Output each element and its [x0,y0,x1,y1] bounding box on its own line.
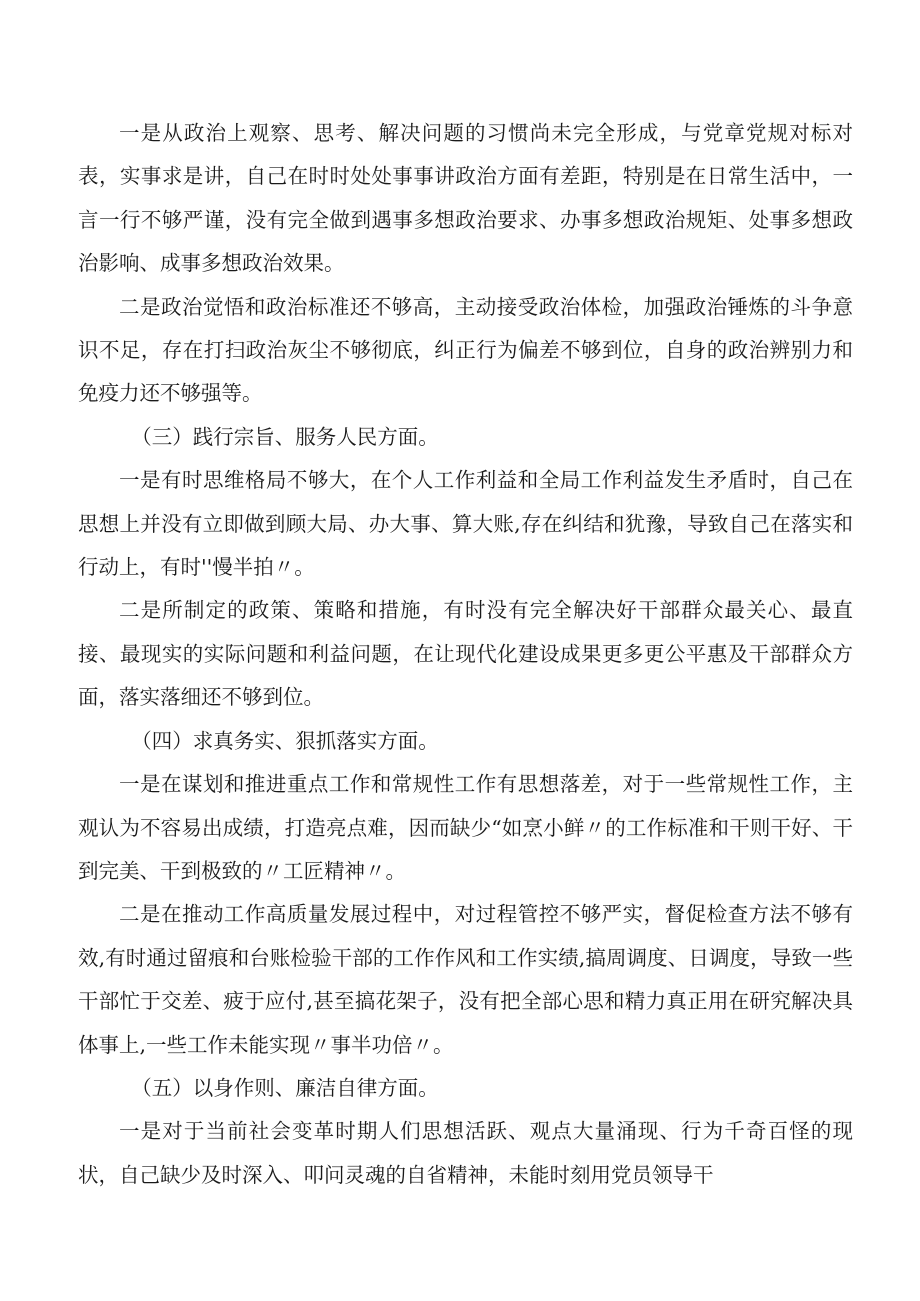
section-heading-pragmatic: （四）求真务实、狠抓落实方面。 [131,728,439,753]
paragraph-political-observation: 一是从政治上观察、思考、解决问题的习惯尚未完全形成，与党章党规对标对表，实事求是讲，自己在时时处处事事讲政治方面有差距，特别是在日常生活中，一言一行不够严谨，没有完全做到遇事多想政治要求、办事多想政治规矩、处事多想政治影响、成事多想政治效果。 [78,121,853,276]
section-heading-integrity: （五）以身作则、廉洁自律方面。 [131,1075,439,1100]
paragraph-social-change: 一是对于当前社会变革时期人们思想活跃、观点大量涌现、行为千奇百怪的现状，自己缺少及时深入、叩问灵魂的自省精神，未能时刻用党员领导干 [78,1119,853,1187]
paragraph-quality-development: 二是在推动工作高质量发展过程中，对过程管控不够严实，督促检查方法不够有效,有时通过留痕和台账检验干部的工作作风和工作实绩,搞周调度、日调度，导致一些干部忙于交差、疲于应付,甚至搞花架子，没有把全部心思和精力真正用在研究解决具体事上,一些工作未能实现〃事半功倍〃。 [78,902,853,1057]
document-body [78,112,853,1197]
paragraph-thinking-pattern: 一是有时思维格局不够大，在个人工作利益和全局工作利益发生矛盾时，自己在思想上并没有立即做到顾大局、办大事、算大账,存在纠结和犹豫，导致自己在落实和行动上，有时''慢半拍〃。 [78,468,853,580]
paragraph-planning-work: 一是在谋划和推进重点工作和常规性工作有思想落差，对于一些常规性工作，主观认为不容易出成绩，打造亮点难，因而缺少“如烹小鲜〃的工作标准和干则干好、干到完美、干到极致的〃工匠精神〃。 [78,772,853,883]
paragraph-policy-measures: 二是所制定的政策、策略和措施，有时没有完全解决好干部群众最关心、最直接、最现实的实际问题和利益问题，在让现代化建设成果更多更公平惠及干部群众方面，落实落细还不够到位。 [78,598,853,710]
section-heading-serve-people: （三）践行宗旨、服务人民方面。 [131,424,439,449]
paragraph-political-awareness: 二是政治觉悟和政治标准还不够高，主动接受政治体检，加强政治锤炼的斗争意识不足，存在打扫政治灰尘不够彻底，纠正行为偏差不够到位，自身的政治辨别力和免疫力还不够强等。 [78,294,853,406]
